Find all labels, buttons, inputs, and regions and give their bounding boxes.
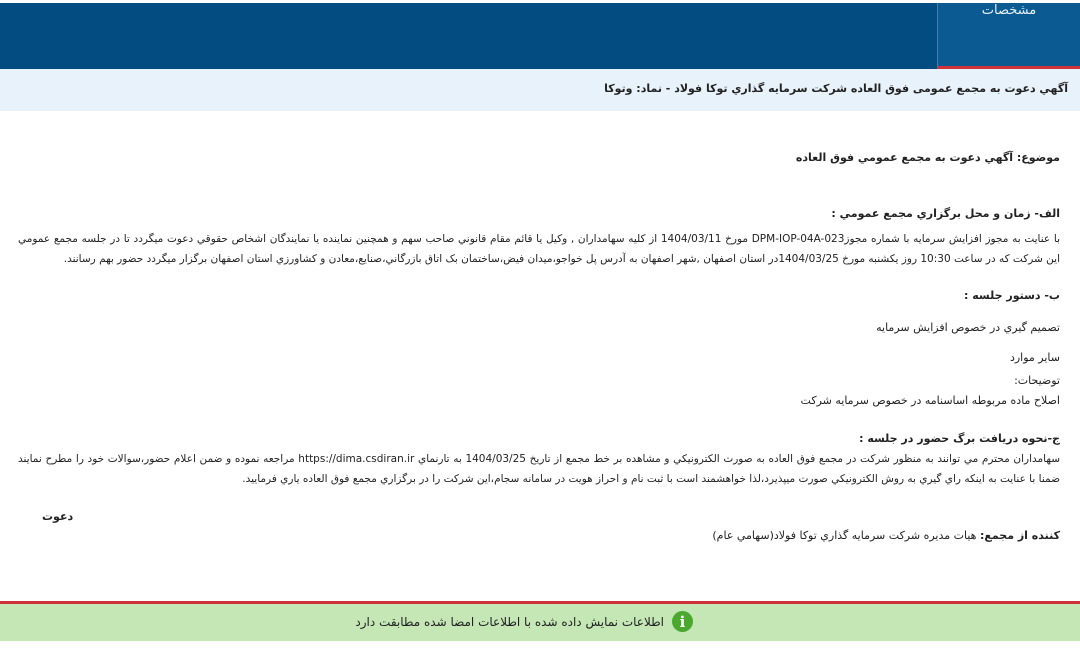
notes-text: اصلاح ماده مربوطه اساسنامه در خصوص سرمايه شرکت — [800, 394, 1060, 407]
tab-specifications-label: مشخصات — [981, 3, 1037, 18]
section-c-heading: ج-نحوه دريافت برگ حضور در جلسه : — [859, 432, 1060, 445]
agenda-item-2: ساير موارد — [1009, 351, 1060, 364]
section-b-heading: ب- دستور جلسه : — [964, 289, 1060, 302]
notes-label: توضيحات: — [1014, 374, 1060, 387]
section-a-text: با عنايت به مجوز افزايش سرمايه با شماره مجوزDPM-IOP-04A-023 مورخ 1404/03/11 از کليه سهامداران , وکيل يا قائم مقام قانوني صاحب سهم و همچنين نماينده يا نمايندگان اشخاص حقوقي دعوت ميگردد تا در جلسه مجمع عمومي اين شرکت که در ساعت 10:30 روز يکشنبه مورخ 1404/03/25در استان اصفهان ,شهر اصفهان به آدرس پل خواجو،ميدان فيض،ساختمان بک اتاق بازرگاني،صنايع،معادن و کشاورزي استان اصفهان برگزار ميگردد حضور بهم رسانند. — [18, 233, 1061, 265]
verification-banner — [0, 601, 1080, 641]
subject-line: موضوع: آگهي دعوت به مجمع عمومي فوق العاده — [795, 151, 1060, 164]
header-band — [0, 3, 1080, 69]
inviter-value: هيات مديره شرکت سرمايه گذاري توکا فولاد(سهامي عام) — [712, 529, 977, 542]
announcement-title-bar — [0, 69, 1080, 111]
announcement-title: آگهي دعوت به مجمع عمومی فوق العاده شرکت سرمايه گذاري توکا فولاد - نماد: وتوکا — [604, 82, 1068, 95]
info-icon: i — [672, 611, 693, 632]
agenda-item-1: تصميم گيري در خصوص افزايش سرمايه — [876, 321, 1060, 334]
section-a-heading: الف- زمان و محل برگزاري مجمع عمومي : — [831, 207, 1060, 220]
verification-message: اطلاعات نمایش داده شده با اطلاعات امضا شده مطابقت دارد — [355, 614, 664, 629]
inviter-label-part1: دعوت — [42, 510, 74, 523]
inviter-line — [712, 529, 1060, 543]
tab-specifications[interactable] — [937, 3, 1080, 69]
inviter-label-part2: کننده از مجمع: — [979, 529, 1060, 542]
section-c-text: سهامداران محترم مي توانند به منظور شرکت در مجمع فوق العاده به صورت الكترونيكي و مشاهده بر خط مجمع از تاريخ 1404/03/25 به تارنماي https://dima.csdiran.ir مراجعه نموده و ضمن اعلام حضور،سوالات خود را مطرح نمايند ضمنا با عنايت به اينکه راي گيري به روش الکترونيکي صورت ميپذيرد،لذا خواهشمند است با ثبت نام و احراز هويت در سامانه سجام،اين شركت را در برگزاري مجمع فوق العاده ياري فرماييد. — [18, 453, 1060, 485]
